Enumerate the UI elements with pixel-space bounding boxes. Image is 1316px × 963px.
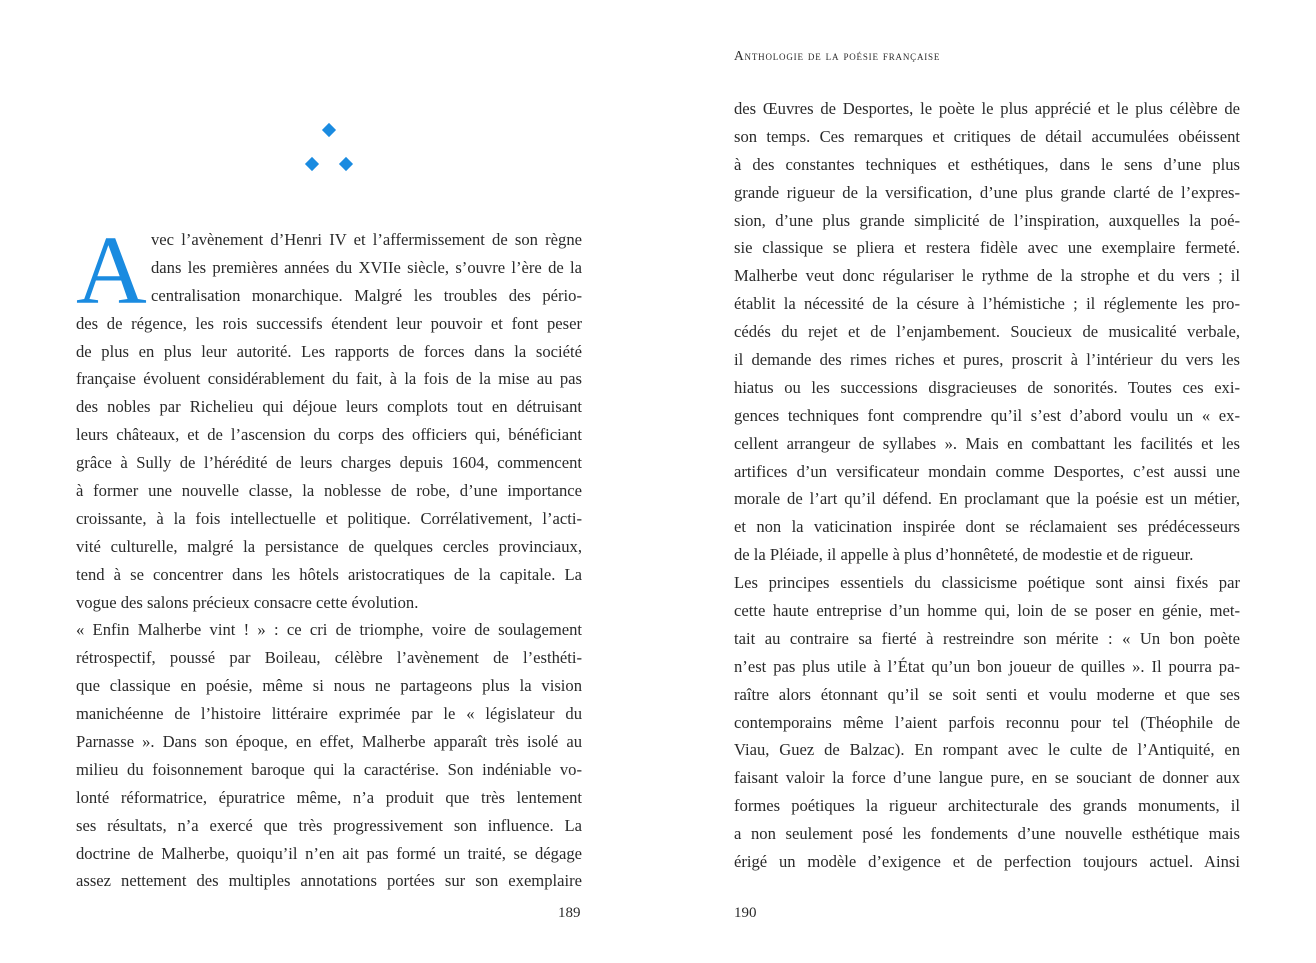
text-line: grande rigueur de la versification, d’une plus grande clarté de l’expres-	[734, 182, 1240, 202]
text-line: française évoluent considérablement du fait, à la fois de la mise au pas	[76, 369, 582, 389]
text-line: sie classique se pliera et restera fidèle avec une exemplaire fermeté.	[734, 238, 1240, 258]
diamond-ornament-icon	[300, 118, 360, 178]
right-page	[658, 0, 1316, 963]
text-line: des de régence, les rois successifs étendent leur pouvoir et font peser	[76, 313, 582, 333]
text-line: tait au contraire sa fierté à restreindre son mérite : « Un bon poète	[734, 628, 1240, 648]
text-line: cette haute entreprise d’un homme qui, loin de se poser en génie, met-	[734, 601, 1240, 621]
text-line: dans les premières années du XVIIe siècle, s’ouvre l’ère de la	[151, 257, 582, 277]
page-number: 189	[558, 905, 581, 921]
text-line: faisant valoir la force d’une langue pure, en se souciant de donner aux	[734, 768, 1240, 788]
text-line: et non la vaticination inspirée dont se réclamaient ses prédécesseurs	[734, 517, 1240, 537]
text-line: morale de l’art qu’il défend. En proclamant que la poésie est un métier,	[734, 489, 1240, 509]
text-line: que classique en poésie, même si nous ne partageons plus la vision	[76, 676, 582, 696]
text-line: raître alors étonnant qu’il se soit senti et voulu moderne et que ses	[734, 684, 1240, 704]
text-line: de plus en plus leur autorité. Les rapports de forces dans la société	[76, 341, 582, 361]
text-line: des nobles par Richelieu qui déjoue leurs complots tout en détruisant	[76, 397, 582, 417]
text-line: vogue des salons précieux consacre cette évolution.	[76, 592, 419, 612]
text-line: doctrine de Malherbe, quoiqu’il n’en ait pas formé un traité, se dégage	[76, 843, 582, 863]
text-line: érigé un modèle d’exigence et de perfection toujours actuel. Ainsi	[734, 852, 1240, 872]
text-line: des Œuvres de Desportes, le poète le plus apprécié et le plus célèbre de	[734, 99, 1240, 118]
text-line: Viau, Guez de Balzac). En rompant avec le culte de l’Antiquité, en	[734, 740, 1240, 760]
right-text	[734, 95, 1240, 876]
text-line: son temps. Ces remarques et critiques de détail accumulées obéissent	[734, 126, 1240, 146]
text-line: rétrospectif, poussé par Boileau, célèbre l’avènement de l’esthéti-	[76, 648, 582, 668]
text-line: cellent arrangeur de syllabes ». Mais en combattant les facilités et les	[734, 433, 1240, 453]
text-line: assez nettement des multiples annotations portées sur son exemplaire	[76, 871, 582, 891]
text-line: « Enfin Malherbe vint ! » : ce cri de triomphe, voire de soulagement	[76, 620, 582, 640]
text-line: sion, d’une plus grande simplicité de l’inspiration, auxquelles la poé-	[734, 210, 1240, 230]
text-line: manichéenne de l’histoire littéraire exprimée par le « législateur du	[76, 704, 582, 724]
drop-cap: A	[76, 217, 147, 325]
text-line: Malherbe veut donc régulariser le rythme de la strophe et du vers ; il	[734, 266, 1240, 286]
text-line: vité culturelle, malgré la persistance de quelques cercles provinciaux,	[76, 536, 582, 556]
text-line: ses résultats, n’a exercé que très progressivement son influence. La	[76, 815, 582, 835]
page-number: 190	[734, 905, 757, 921]
text-line: vec l’avènement d’Henri IV et l’affermissement de son règne	[151, 230, 582, 249]
left-paragraph-1	[76, 226, 582, 895]
text-line: lonté réformatrice, épuratrice même, n’a produit que très lentement	[76, 787, 582, 807]
text-line: de la Pléiade, il appelle à plus d’honnêteté, de modestie et de rigueur.	[734, 545, 1194, 565]
text-line: leurs châteaux, et de l’ascension du corps des officiers qui, bénéficiant	[76, 425, 582, 445]
text-line: à former une nouvelle classe, la noblesse de robe, d’une importance	[76, 481, 582, 501]
text-line: grâce à Sully de l’hérédité de leurs charges depuis 1604, commencent	[76, 453, 582, 473]
text-line: il demande des rimes riches et pures, proscrit à l’intérieur du vers les	[734, 350, 1240, 370]
text-line: croissante, à la fois intellectuelle et politique. Corrélativement, l’acti-	[76, 508, 582, 528]
text-line: artifices d’un versificateur mondain comme Desportes, c’est aussi une	[734, 461, 1240, 481]
running-head: Anthologie de la poésie française	[734, 48, 941, 63]
text-line: centralisation monarchique. Malgré les troubles des pério-	[151, 285, 582, 305]
text-line: à des constantes techniques et esthétiques, dans le sens d’une plus	[734, 154, 1240, 174]
text-line: contemporains même l’aient parfois reconnu pour tel (Théophile de	[734, 712, 1240, 732]
text-line: n’est pas plus utile à l’État qu’un bon joueur de quilles ». Il pourra pa-	[734, 656, 1240, 676]
text-line: a non seulement posé les fondements d’une nouvelle esthétique mais	[734, 824, 1240, 844]
text-line: formes poétiques la rigueur architecturale des grands monuments, il	[734, 796, 1240, 816]
text-line: milieu du foisonnement baroque qui la caractérise. Son indéniable vo-	[76, 759, 582, 779]
text-line: hiatus ou les successions disgracieuses de sonorités. Toutes ces exi-	[734, 377, 1240, 397]
text-line: Les principes essentiels du classicisme poétique sont ainsi fixés par	[734, 573, 1240, 593]
text-line: gences techniques font comprendre qu’il s’est d’abord voulu un « ex-	[734, 405, 1240, 425]
text-line: Parnasse ». Dans son époque, en effet, Malherbe apparaît très isolé au	[76, 732, 582, 752]
text-line: tend à se concentrer dans les hôtels aristocratiques de la capitale. La	[76, 564, 582, 584]
text-line: cédés du rejet et de l’enjambement. Soucieux de musicalité verbale,	[734, 322, 1240, 342]
text-line: établit la nécessité de la césure à l’hémistiche ; il réglemente les pro-	[734, 294, 1240, 314]
